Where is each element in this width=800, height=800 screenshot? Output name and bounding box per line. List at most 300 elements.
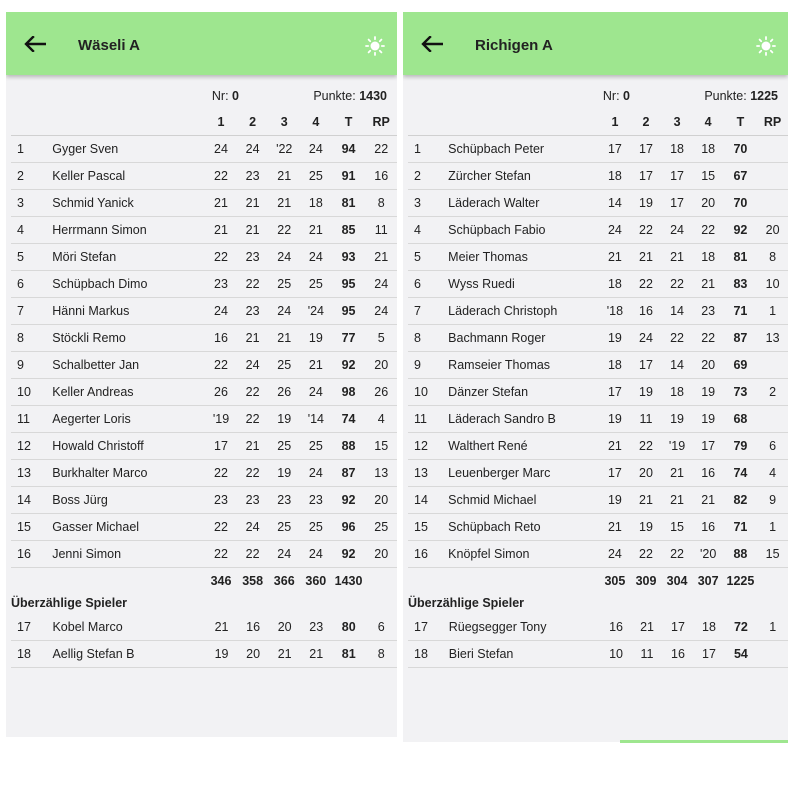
rank-points: [757, 190, 788, 217]
score-cell: 19: [599, 487, 630, 514]
arrow-left-icon[interactable]: [24, 36, 46, 52]
punkte-readout: Punkte: 1225: [704, 89, 778, 103]
total-score: 71: [724, 298, 757, 325]
rank-points: 20: [365, 541, 397, 568]
total-score: 81: [332, 190, 366, 217]
table-header: [408, 109, 788, 136]
page-title: Richigen A: [475, 37, 553, 54]
rank-points: 1: [757, 298, 788, 325]
nr-readout: Nr: 0: [211, 89, 239, 103]
table-row[interactable]: [408, 325, 788, 352]
score-cell: 22: [268, 217, 300, 244]
table-row[interactable]: [408, 614, 788, 641]
total-cell: 366: [273, 574, 295, 588]
score-cell: 18: [300, 190, 332, 217]
score-cell: '19: [662, 433, 693, 460]
player-number: 17: [11, 614, 52, 641]
rank-points: 15: [365, 433, 397, 460]
score-cell: 21: [599, 433, 630, 460]
score-cell: 24: [237, 136, 269, 163]
table-row[interactable]: [11, 217, 397, 244]
player-number: 14: [408, 487, 448, 514]
table-row[interactable]: [408, 514, 788, 541]
score-cell: 25: [300, 163, 332, 190]
table-row[interactable]: [408, 271, 788, 298]
player-name: Stöckli Remo: [52, 325, 205, 352]
total-score: 92: [332, 352, 366, 379]
player-name: Zürcher Stefan: [448, 163, 599, 190]
summary-bar: [403, 83, 788, 109]
score-cell: 21: [268, 325, 300, 352]
rank-points: 2: [757, 379, 788, 406]
score-cell: 17: [663, 614, 694, 641]
total-cell: 346: [210, 574, 232, 588]
score-cell: 25: [268, 271, 300, 298]
score-cell: 24: [599, 541, 630, 568]
score-cell: 25: [268, 352, 300, 379]
arrow-left-icon[interactable]: [421, 36, 443, 52]
score-cell: 22: [205, 352, 237, 379]
score-cell: 24: [662, 217, 693, 244]
table-row[interactable]: [408, 217, 788, 244]
score-cell: 21: [300, 352, 332, 379]
score-cell: 21: [205, 217, 237, 244]
score-cell: '24: [300, 298, 332, 325]
score-cell: 18: [693, 136, 724, 163]
column-header: 2: [630, 109, 661, 136]
score-cell: 17: [599, 460, 630, 487]
player-number: 8: [408, 325, 448, 352]
extra-players-table: [408, 614, 788, 668]
total-score: 95: [332, 298, 366, 325]
total-cell: 307: [697, 574, 719, 588]
score-cell: 21: [237, 217, 269, 244]
total-score: 88: [724, 541, 757, 568]
rank-points: [757, 163, 788, 190]
rank-points: 16: [365, 163, 397, 190]
table-row[interactable]: [408, 487, 788, 514]
column-header: 1: [599, 109, 630, 136]
table-row[interactable]: [408, 460, 788, 487]
player-name: Schmid Yanick: [52, 190, 205, 217]
player-name: Bachmann Roger: [448, 325, 599, 352]
player-number: 10: [408, 379, 448, 406]
rank-points: 5: [365, 325, 397, 352]
player-name: Leuenberger Marc: [448, 460, 599, 487]
score-cell: 19: [300, 325, 332, 352]
score-cell: 24: [300, 136, 332, 163]
table-row[interactable]: [408, 433, 788, 460]
total-score: 70: [724, 136, 757, 163]
score-cell: 22: [630, 433, 661, 460]
player-name: Walthert René: [448, 433, 599, 460]
player-name: Läderach Sandro B: [448, 406, 599, 433]
column-header: T: [332, 109, 366, 136]
score-cell: 20: [237, 641, 269, 668]
rank-points: 8: [757, 244, 788, 271]
score-cell: 20: [630, 460, 661, 487]
table-row[interactable]: [11, 514, 397, 541]
score-cell: 22: [237, 379, 269, 406]
totals-spacer: [365, 568, 397, 595]
score-cell: 21: [693, 271, 724, 298]
score-cell: 21: [599, 244, 630, 271]
total-score: 54: [724, 641, 757, 668]
player-name: Läderach Walter: [448, 190, 599, 217]
player-name: Schüpbach Peter: [448, 136, 599, 163]
column-header-name: [448, 109, 599, 136]
score-cell: 21: [237, 190, 269, 217]
total-score: 79: [724, 433, 757, 460]
player-number: 10: [11, 379, 52, 406]
table-row[interactable]: [11, 460, 397, 487]
player-name: Gasser Michael: [52, 514, 205, 541]
player-number: 6: [11, 271, 52, 298]
sun-icon[interactable]: [756, 36, 776, 56]
score-cell: '18: [599, 298, 630, 325]
summary-bar: [6, 83, 397, 109]
total-score: 92: [332, 541, 366, 568]
total-score: 69: [724, 352, 757, 379]
table-row[interactable]: [11, 541, 397, 568]
total-score: 81: [724, 244, 757, 271]
table-row[interactable]: [408, 190, 788, 217]
score-cell: 18: [693, 244, 724, 271]
player-number: 9: [11, 352, 52, 379]
score-cell: 21: [662, 244, 693, 271]
score-cell: '22: [268, 136, 300, 163]
rank-points: 4: [757, 460, 788, 487]
rank-points: 6: [366, 614, 397, 641]
table-row[interactable]: [11, 190, 397, 217]
score-cell: 20: [693, 190, 724, 217]
player-number: 8: [11, 325, 52, 352]
player-name: Hänni Markus: [52, 298, 205, 325]
player-name: Schüpbach Fabio: [448, 217, 599, 244]
total-score: 94: [332, 136, 366, 163]
totals-row: [11, 568, 397, 595]
player-number: 18: [408, 641, 449, 668]
score-cell: 21: [662, 460, 693, 487]
table-row[interactable]: [408, 541, 788, 568]
total-score: 88: [332, 433, 366, 460]
score-cell: 21: [300, 641, 332, 668]
score-cell: 23: [237, 298, 269, 325]
score-cell: 24: [268, 298, 300, 325]
total-score: 70: [724, 190, 757, 217]
score-cell: 21: [269, 641, 301, 668]
score-cell: 22: [237, 541, 269, 568]
score-cell: 25: [300, 433, 332, 460]
column-header: RP: [757, 109, 788, 136]
column-header-no: [408, 109, 448, 136]
score-cell: 15: [693, 163, 724, 190]
player-number: 17: [408, 614, 449, 641]
player-number: 15: [408, 514, 448, 541]
score-cell: 23: [237, 163, 269, 190]
total-cell: 1225: [726, 574, 755, 588]
table-row[interactable]: [408, 406, 788, 433]
table-row[interactable]: [11, 379, 397, 406]
score-cell: 19: [662, 406, 693, 433]
score-cell: 21: [630, 244, 661, 271]
table-row[interactable]: [11, 271, 397, 298]
total-score: 68: [724, 406, 757, 433]
total-cell: 305: [604, 574, 626, 588]
score-cell: 24: [300, 541, 332, 568]
section-label: Überzählige Spieler: [408, 596, 525, 610]
total-score: 87: [332, 460, 366, 487]
table-row[interactable]: [11, 641, 397, 668]
score-cell: 16: [630, 298, 661, 325]
player-name: Bieri Stefan: [449, 641, 601, 668]
rank-points: 24: [365, 271, 397, 298]
rank-points: [757, 352, 788, 379]
total-score: 74: [724, 460, 757, 487]
table-row[interactable]: [408, 379, 788, 406]
score-cell: 23: [205, 487, 237, 514]
score-cell: 23: [268, 487, 300, 514]
score-cell: 19: [630, 190, 661, 217]
player-name: Schalbetter Jan: [52, 352, 205, 379]
table-row[interactable]: [408, 163, 788, 190]
score-cell: 22: [237, 406, 269, 433]
total-score: 71: [724, 514, 757, 541]
table-row[interactable]: [408, 244, 788, 271]
total-score: 74: [332, 406, 366, 433]
score-cell: 17: [630, 136, 661, 163]
score-cell: 17: [693, 433, 724, 460]
total-score: 80: [332, 614, 366, 641]
sun-icon[interactable]: [365, 36, 385, 56]
player-name: Ramseier Thomas: [448, 352, 599, 379]
nr-readout: Nr: 0: [602, 89, 630, 103]
player-number: 18: [11, 641, 52, 668]
player-name: Jenni Simon: [52, 541, 205, 568]
rank-points: 13: [365, 460, 397, 487]
page-title: Wäseli A: [78, 37, 140, 54]
rank-points: 9: [757, 487, 788, 514]
score-cell: 21: [632, 614, 663, 641]
player-name: Gyger Sven: [52, 136, 205, 163]
player-name: Boss Jürg: [52, 487, 205, 514]
total-score: 77: [332, 325, 366, 352]
total-score: 85: [332, 217, 366, 244]
score-cell: 19: [268, 460, 300, 487]
player-name: Herrmann Simon: [52, 217, 205, 244]
total-score: 92: [332, 487, 366, 514]
bottom-accent-strip: [620, 740, 788, 743]
score-cell: 16: [663, 641, 694, 668]
column-header: RP: [365, 109, 397, 136]
table-row[interactable]: [408, 136, 788, 163]
column-header: 4: [693, 109, 724, 136]
player-number: 1: [408, 136, 448, 163]
total-score: 93: [332, 244, 366, 271]
score-cell: 25: [268, 433, 300, 460]
totals-spacer: [448, 568, 599, 595]
score-cell: 24: [237, 352, 269, 379]
table-row[interactable]: [11, 487, 397, 514]
score-cell: 19: [630, 379, 661, 406]
score-cell: 22: [630, 271, 661, 298]
score-cell: 22: [205, 460, 237, 487]
player-number: 13: [11, 460, 52, 487]
player-number: 12: [11, 433, 52, 460]
total-score: 82: [724, 487, 757, 514]
rank-points: 13: [757, 325, 788, 352]
score-cell: 17: [694, 641, 725, 668]
score-cell: 14: [662, 298, 693, 325]
player-number: 16: [11, 541, 52, 568]
score-cell: 24: [300, 244, 332, 271]
table-row[interactable]: [11, 163, 397, 190]
score-cell: 21: [237, 433, 269, 460]
total-score: 98: [332, 379, 366, 406]
score-cell: 22: [693, 217, 724, 244]
player-name: Meier Thomas: [448, 244, 599, 271]
score-cell: '19: [205, 406, 237, 433]
table-row[interactable]: [11, 406, 397, 433]
table-row[interactable]: [11, 433, 397, 460]
score-cell: 22: [205, 163, 237, 190]
score-cell: 19: [268, 406, 300, 433]
score-cell: 18: [662, 136, 693, 163]
rank-points: 10: [757, 271, 788, 298]
score-cell: 17: [599, 379, 630, 406]
rank-points: 4: [365, 406, 397, 433]
totals-spacer: [52, 568, 205, 595]
app-bar: [6, 12, 397, 75]
total-score: 73: [724, 379, 757, 406]
column-header: 4: [300, 109, 332, 136]
extra-players-table: [11, 614, 397, 668]
score-cell: 16: [693, 514, 724, 541]
player-number: 1: [11, 136, 52, 163]
score-cell: 19: [693, 406, 724, 433]
score-cell: 24: [599, 217, 630, 244]
rank-points: 15: [757, 541, 788, 568]
total-score: 91: [332, 163, 366, 190]
column-header-no: [11, 109, 52, 136]
rank-points: 8: [366, 641, 397, 668]
total-cell: 309: [635, 574, 657, 588]
score-table: [408, 109, 788, 594]
player-name: Keller Pascal: [52, 163, 205, 190]
table-row[interactable]: [11, 244, 397, 271]
score-cell: 18: [599, 163, 630, 190]
player-number: 12: [408, 433, 448, 460]
table-header: [11, 109, 397, 136]
score-cell: 26: [268, 379, 300, 406]
player-name: Dänzer Stefan: [448, 379, 599, 406]
totals-spacer: [757, 568, 788, 595]
score-cell: 25: [300, 271, 332, 298]
rank-points: [757, 136, 788, 163]
score-cell: 23: [237, 487, 269, 514]
table-row[interactable]: [11, 352, 397, 379]
score-cell: 15: [662, 514, 693, 541]
player-number: 2: [11, 163, 52, 190]
score-cell: 24: [205, 298, 237, 325]
score-cell: 19: [599, 406, 630, 433]
player-name: Wyss Ruedi: [448, 271, 599, 298]
score-cell: 22: [205, 244, 237, 271]
table-row[interactable]: [408, 298, 788, 325]
score-cell: 22: [662, 271, 693, 298]
player-name: Keller Andreas: [52, 379, 205, 406]
score-cell: 19: [206, 641, 238, 668]
player-name: Knöpfel Simon: [448, 541, 599, 568]
rank-points: 6: [757, 433, 788, 460]
score-cell: 21: [237, 325, 269, 352]
table-row[interactable]: [11, 298, 397, 325]
score-cell: 22: [662, 325, 693, 352]
total-score: 83: [724, 271, 757, 298]
score-cell: 22: [630, 541, 661, 568]
total-cell: 358: [242, 574, 264, 588]
score-cell: 18: [599, 271, 630, 298]
rank-points: 20: [365, 352, 397, 379]
player-name: Schüpbach Dimo: [52, 271, 205, 298]
total-cell: 1430: [334, 574, 363, 588]
score-cell: 24: [630, 325, 661, 352]
score-cell: 10: [601, 641, 632, 668]
table-row[interactable]: [11, 136, 397, 163]
score-cell: 25: [268, 514, 300, 541]
total-score: 87: [724, 325, 757, 352]
player-number: 9: [408, 352, 448, 379]
player-name: Schmid Michael: [448, 487, 599, 514]
score-cell: 17: [662, 190, 693, 217]
table-row[interactable]: [408, 641, 788, 668]
player-name: Burkhalter Marco: [52, 460, 205, 487]
totals-row: [408, 568, 788, 595]
score-cell: 11: [632, 641, 663, 668]
table-row[interactable]: [11, 614, 397, 641]
score-cell: 16: [237, 614, 269, 641]
score-cell: 21: [662, 487, 693, 514]
score-cell: 16: [601, 614, 632, 641]
score-cell: 21: [630, 487, 661, 514]
rank-points: 22: [365, 136, 397, 163]
score-cell: 19: [693, 379, 724, 406]
app-bar: [403, 12, 788, 75]
table-row[interactable]: [408, 352, 788, 379]
rank-points: 1: [757, 514, 788, 541]
score-cell: 16: [693, 460, 724, 487]
score-cell: 14: [599, 190, 630, 217]
score-cell: 22: [237, 460, 269, 487]
score-cell: 25: [300, 514, 332, 541]
player-number: 5: [11, 244, 52, 271]
score-cell: 26: [205, 379, 237, 406]
player-number: 16: [408, 541, 448, 568]
score-cell: 24: [300, 460, 332, 487]
table-row[interactable]: [11, 325, 397, 352]
rank-points: 20: [757, 217, 788, 244]
column-header: 3: [268, 109, 300, 136]
score-cell: 24: [237, 514, 269, 541]
player-name: Läderach Christoph: [448, 298, 599, 325]
player-number: 14: [11, 487, 52, 514]
total-score: 67: [724, 163, 757, 190]
score-cell: 18: [694, 614, 725, 641]
player-name: Aegerter Loris: [52, 406, 205, 433]
player-number: 3: [408, 190, 448, 217]
rank-points: 26: [365, 379, 397, 406]
player-name: Rüegsegger Tony: [449, 614, 601, 641]
